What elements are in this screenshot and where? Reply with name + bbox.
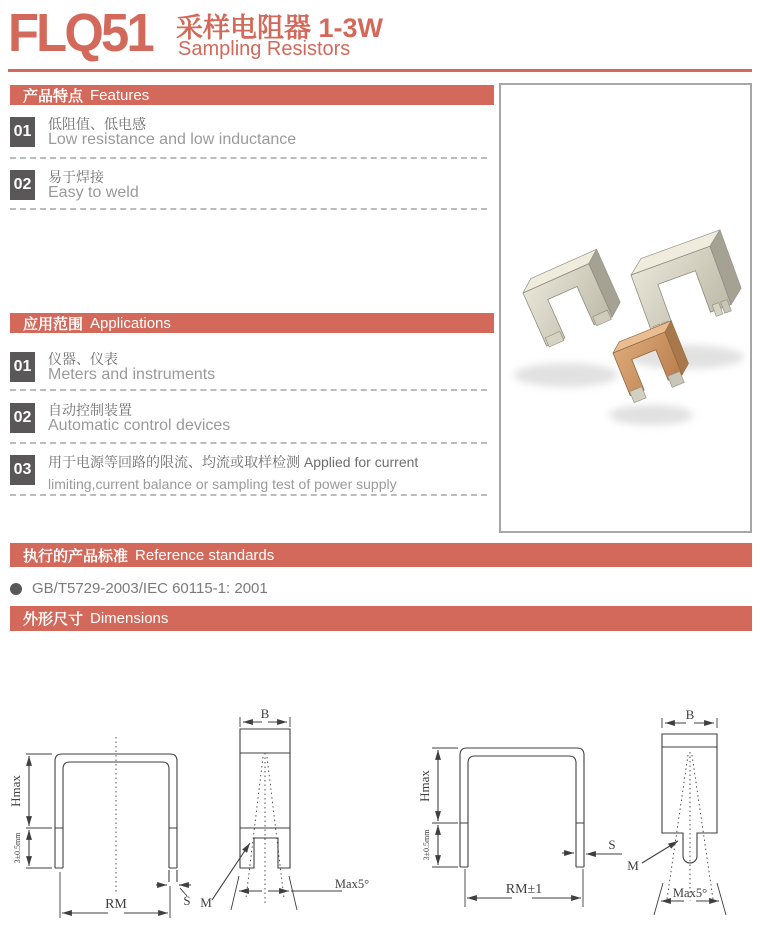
feature-text-zh: 低阻值、低电感 bbox=[48, 116, 146, 132]
application-text-zh: 用于电源等回路的限流、均流或取样检测 Applied for current bbox=[48, 454, 419, 470]
application-item bbox=[10, 349, 490, 389]
dimension-drawing-right bbox=[380, 650, 760, 933]
feature-text-en: Low resistance and low inductance bbox=[48, 131, 297, 148]
dim-label-m: M bbox=[627, 858, 639, 873]
standards-section-heading bbox=[10, 543, 752, 567]
applications-heading-zh: 应用范围 bbox=[23, 315, 84, 333]
features-heading-en: Features bbox=[90, 86, 150, 104]
clip-shadow bbox=[609, 405, 693, 425]
features-heading-zh: 产品特点 bbox=[23, 87, 84, 105]
feature-number-badge: 01 bbox=[10, 117, 35, 147]
application-text-en: Meters and instruments bbox=[48, 366, 216, 383]
application-text-en: limiting,current balance or sampling test of power supply bbox=[48, 476, 397, 492]
feature-text-zh: 易于焊接 bbox=[48, 169, 104, 185]
divider bbox=[10, 157, 487, 159]
dim-label-max-angle: Max5° bbox=[334, 877, 370, 891]
application-item bbox=[10, 400, 490, 440]
dimensions-section-heading bbox=[10, 606, 752, 631]
application-text-zh: 仪器、仪表 bbox=[48, 351, 118, 367]
dim-label-hmax: Hmax bbox=[8, 775, 23, 807]
dim-label-s: S bbox=[183, 893, 191, 908]
divider bbox=[10, 442, 487, 444]
standards-heading-en: Reference standards bbox=[135, 546, 275, 564]
dim-label-m: M bbox=[200, 895, 212, 910]
dimension-drawing-left bbox=[0, 650, 380, 933]
standards-heading-zh: 执行的产品标准 bbox=[23, 547, 129, 565]
resistor-clip-silver bbox=[627, 230, 747, 339]
dim-label-s: S bbox=[608, 837, 616, 852]
application-number-badge: 01 bbox=[10, 352, 35, 382]
page-title-zh: 采样电阻器 1-3W bbox=[176, 13, 384, 43]
clip-shadow bbox=[514, 363, 618, 387]
side-view bbox=[212, 717, 342, 910]
application-item bbox=[10, 452, 490, 492]
dimensions-heading-zh: 外形尺寸 bbox=[23, 611, 84, 628]
feature-item bbox=[10, 167, 490, 207]
resistor-clip-silver bbox=[519, 249, 625, 348]
applications-heading-en: Applications bbox=[90, 314, 171, 332]
dim-label-htol: 3±0.5mm bbox=[13, 832, 22, 864]
dim-label-htol: 3±0.5mm bbox=[422, 829, 431, 861]
divider bbox=[10, 389, 487, 391]
dim-label-b: B bbox=[685, 707, 695, 722]
feature-number-badge: 02 bbox=[10, 170, 35, 200]
application-number-badge: 03 bbox=[10, 455, 35, 485]
dim-label-max-angle: Max5° bbox=[672, 886, 708, 900]
dimension-drawing-right-svg bbox=[380, 650, 760, 933]
standard-text: GB/T5729-2003/IEC 60115-1: 2001 bbox=[32, 580, 268, 597]
front-view bbox=[26, 737, 191, 918]
dimension-drawing-left-svg bbox=[0, 650, 380, 933]
product-model: FLQ51 bbox=[8, 3, 152, 63]
features-section-heading bbox=[10, 85, 494, 105]
dim-label-rmtol: RM±1 bbox=[505, 882, 543, 897]
application-number-badge: 02 bbox=[10, 403, 35, 433]
page-title-en: Sampling Resistors bbox=[178, 38, 351, 60]
feature-item bbox=[10, 114, 490, 154]
divider bbox=[10, 208, 487, 210]
applications-section-heading bbox=[10, 313, 494, 333]
dimensions-heading-en: Dimensions bbox=[90, 610, 169, 627]
application-text-zh: 自动控制装置 bbox=[48, 402, 132, 418]
dim-label-hmax: Hmax bbox=[417, 770, 432, 802]
product-photo-frame bbox=[499, 83, 752, 533]
feature-text-en: Easy to weld bbox=[48, 184, 139, 201]
product-photo bbox=[501, 85, 750, 531]
header-divider bbox=[8, 69, 752, 72]
dim-label-rm: RM bbox=[105, 897, 127, 912]
bullet-icon bbox=[10, 583, 22, 595]
application-text-en: Automatic control devices bbox=[48, 417, 231, 434]
divider bbox=[10, 494, 487, 496]
dim-label-b: B bbox=[260, 706, 270, 721]
